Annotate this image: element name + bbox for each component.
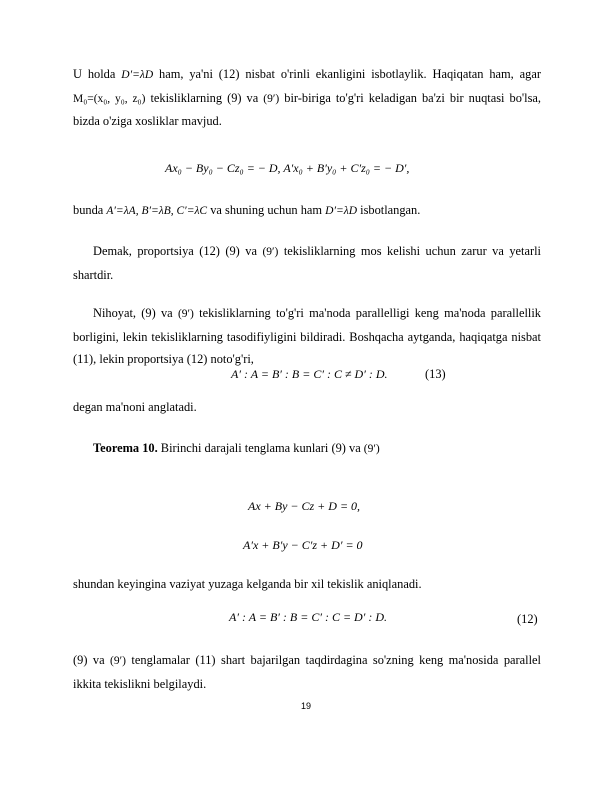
text: tekisliklarning mos kelishi uchun zarur va yetarli shartdir. [73, 244, 541, 282]
formula: A′=λA, B′=λB, C′=λC [106, 205, 208, 217]
text: va shuning uchun ham [207, 203, 326, 217]
paragraph-demak [73, 240, 541, 286]
text: Nihoyat, (9) va [93, 306, 178, 320]
page-number: 19 [300, 701, 311, 711]
equation-13: A′ : A = B′ : B = C′ : C ≠ D′ : D. [231, 367, 388, 381]
text: tekisliklarning to'g'ri ma'noda parallelligi keng ma'noda parallellik borligini, lekin tekisliklarning tasodifiyligini bildiradi. Boshqacha aytganda, haqiqatga nisbat (11), lekin proportsiya (12) noto'g'ri, [73, 306, 542, 366]
formula: (9′) [363, 443, 380, 455]
paragraph-degan: degan ma'noni anglatadi. [73, 400, 197, 414]
equation-number-12: (12) [517, 612, 538, 626]
paragraph-shundan: shundan keyingina vaziyat yuzaga kelganda bir xil tekislik aniqlanadi. [73, 577, 422, 591]
equation-plane-9: Ax + By − Cz + D = 0, [248, 499, 361, 513]
text: tenglamalar (11) shart bajarilgan taqdirdagina so'zning keng ma'nosida parallel ikkita tekislikni belgilaydi. [73, 653, 541, 691]
paragraph-proof-intro [73, 63, 541, 133]
equation-number-13: (13) [425, 367, 446, 381]
formula: M₀=(x₀, y₀, z₀) [73, 92, 146, 105]
equation-plane-9-prime: A′x + B′y − C′z + D′ = 0 [243, 538, 363, 552]
text: ham, ya'ni (12) nisbat o'rinli ekanligini isbotlaylik. Haqiqatan ham, agar [153, 67, 541, 81]
theorem-10 [73, 437, 541, 461]
text: (9) va [73, 653, 111, 667]
formula: (9′) [110, 655, 126, 667]
formula: (9′) [177, 308, 194, 320]
formula: D′=λD [325, 205, 358, 217]
text: tekisliklarning (9) va [145, 90, 264, 105]
text: isbotlangan. [357, 203, 421, 217]
text: bunda [73, 203, 107, 217]
paragraph-nihoyat [73, 302, 541, 371]
equation-12: A′ : A = B′ : B = C′ : C = D′ : D. [229, 610, 388, 624]
formula: (9′) [263, 92, 280, 105]
formula: (9′) [262, 246, 279, 258]
formula: D′=λD [121, 69, 154, 81]
equation-point-conditions: Ax₀ − By₀ − Cz₀ = − D, A′x₀ + B′y₀ + C′z₀ = − D′, [165, 161, 410, 175]
theorem-label: Teorema 10. [93, 441, 158, 455]
text: Birinchi darajali tenglama kunlari (9) va [157, 441, 364, 455]
text: U holda [73, 67, 116, 81]
text: Demak, proportsiya (12) (9) va [93, 244, 263, 258]
paragraph-parallel [73, 649, 541, 695]
paragraph-bunda [73, 199, 541, 223]
text: bir-biriga to'g'ri keladigan ba'zi bir nuqtasi bo'lsa, bizda o'ziga xosliklar mavjud. [73, 90, 541, 128]
